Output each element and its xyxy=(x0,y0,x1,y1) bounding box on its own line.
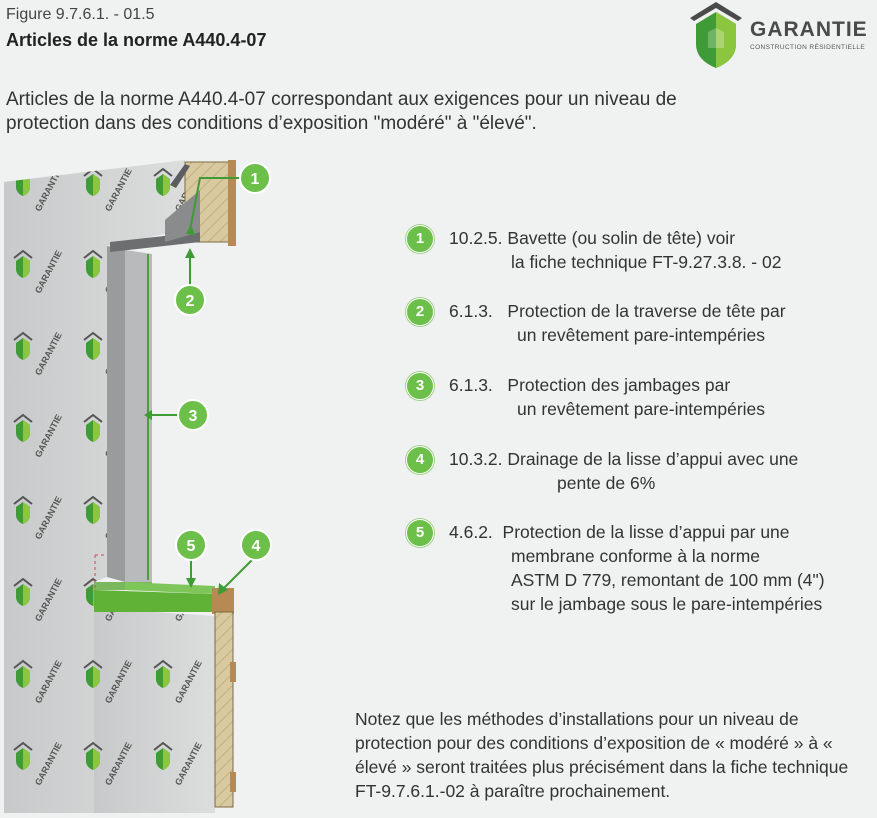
item-line: pente de 6% xyxy=(557,473,656,493)
item-text xyxy=(449,373,765,421)
logo-subtitle: CONSTRUCTION RÉSIDENTIELLE xyxy=(750,44,866,51)
callout-badge-2 xyxy=(175,285,205,315)
item-text xyxy=(449,447,798,495)
item-number-badge: 2 xyxy=(406,298,434,326)
house-shield-icon xyxy=(686,0,746,70)
wall-section-diagram xyxy=(0,150,350,813)
footnote: Notez que les méthodes d’installations pour un niveau de protection pour des conditions d’exposition de « modéré » à « élevé » seront traitées plus précisément dans la fiche technique FT-9.7.6.1.-02 à paraître prochainement. xyxy=(355,709,849,801)
item-line: membrane conforme à la norme xyxy=(511,546,760,566)
item-code: 4.6.2. xyxy=(449,522,493,542)
svg-text:3: 3 xyxy=(188,408,198,425)
figure-number: Figure 9.7.6.1. - 01.5 xyxy=(6,6,155,23)
svg-text:4: 4 xyxy=(251,538,261,555)
wall-section-illustration xyxy=(0,150,350,813)
item-code: 10.2.5. xyxy=(449,228,503,248)
item-text xyxy=(449,226,781,274)
figure-title: Articles de la norme A440.4-07 xyxy=(6,30,267,50)
callout-badge-5 xyxy=(176,530,206,560)
intro-text: Articles de la norme A440.4-07 correspondant aux exigences pour un niveau de protection dans des conditions d’exposition "modéré" à "élevé". xyxy=(6,89,677,134)
callout-badge-1 xyxy=(240,163,270,193)
svg-text:2: 2 xyxy=(185,293,195,310)
callout-badge-3 xyxy=(178,400,208,430)
callout-badge-4 xyxy=(241,530,271,560)
item-number-badge: 1 xyxy=(406,225,434,253)
svg-text:5: 5 xyxy=(186,538,196,555)
item-line: ASTM D 779, remontant de 100 mm (4") xyxy=(511,570,825,590)
item-number-badge: 3 xyxy=(406,372,434,400)
item-number-badge: 4 xyxy=(406,446,434,474)
item-line: Protection des jambages par xyxy=(507,375,731,395)
item-code: 10.3.2. xyxy=(449,449,503,469)
item-line: Protection de la traverse de tête par xyxy=(507,301,786,321)
item-line: un revêtement pare-intempéries xyxy=(517,399,766,419)
item-line: sur le jambage sous le pare-intempéries xyxy=(511,594,823,614)
logo-brand: GARANTIE xyxy=(750,18,868,41)
garantie-logo xyxy=(686,0,876,70)
item-line: la fiche technique FT-9.27.3.8. - 02 xyxy=(511,252,782,272)
item-line: un revêtement pare-intempéries xyxy=(517,325,766,345)
item-text xyxy=(449,520,825,616)
item-code: 6.1.3. xyxy=(449,301,493,321)
item-line: Bavette (ou solin de tête) voir xyxy=(507,228,736,248)
item-line: Protection de la lisse d’appui par une xyxy=(502,522,790,542)
item-number-badge: 5 xyxy=(406,519,434,547)
item-code: 6.1.3. xyxy=(449,375,493,395)
svg-text:1: 1 xyxy=(250,171,260,188)
item-text xyxy=(449,299,786,347)
item-line: Drainage de la lisse d’appui avec une xyxy=(507,449,799,469)
